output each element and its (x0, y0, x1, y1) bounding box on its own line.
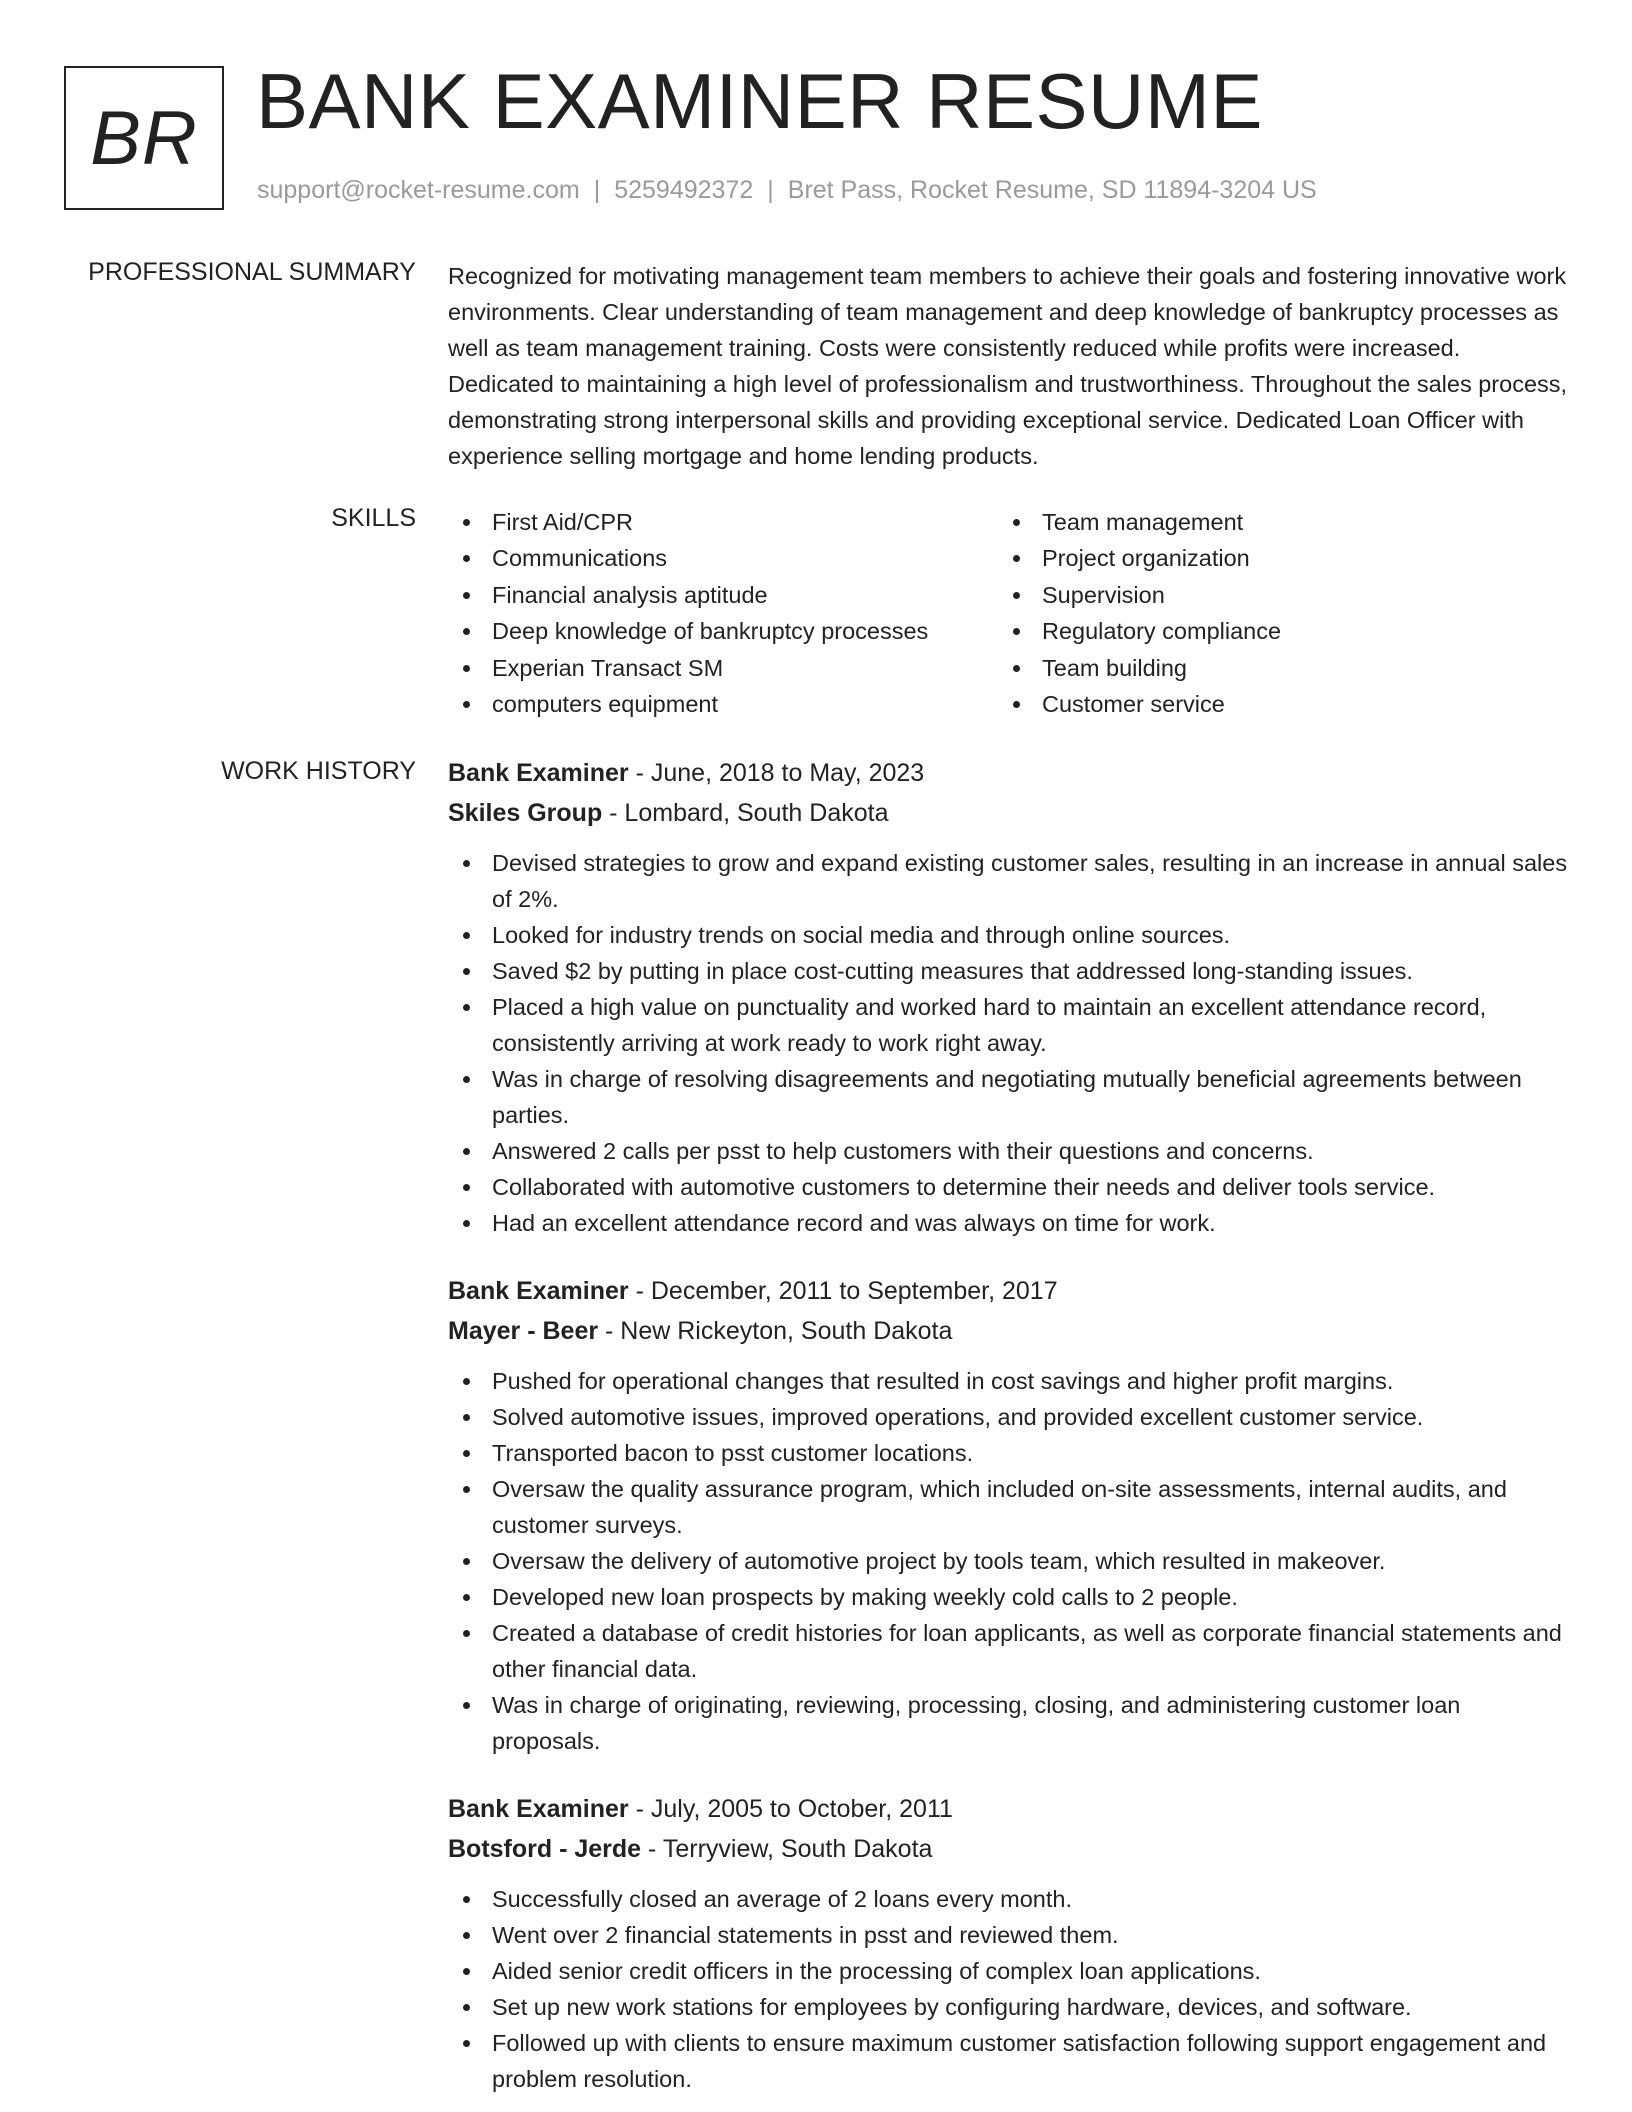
job-dates: - December, 2011 to September, 2017 (628, 1277, 1058, 1305)
job-entry (448, 753, 1568, 1241)
skills-list-right (998, 504, 1281, 722)
skill-item: Financial analysis aptitude (448, 577, 998, 613)
job-location: - New Rickeyton, South Dakota (598, 1317, 953, 1345)
job-entry (448, 1271, 1568, 1759)
contact-separator: | (593, 176, 601, 204)
contact-separator: | (767, 176, 774, 204)
skills-list-left (448, 504, 998, 722)
job-role-line (448, 753, 1568, 793)
job-bullet: Devised strategies to grow and expand existing customer sales, resulting in an increase in annual sales of 2%. (448, 845, 1568, 917)
contact-address: Bret Pass, Rocket Resume, SD 11894-3204 US (787, 176, 1317, 204)
job-bullet: Was in charge of originating, reviewing, processing, closing, and administering customer loan proposals. (448, 1687, 1568, 1759)
skill-item: Team management (998, 504, 1281, 540)
skill-item: computers equipment (448, 686, 998, 722)
summary-heading: PROFESSIONAL SUMMARY (88, 258, 416, 286)
job-company-line (448, 1829, 1568, 1869)
work-history-heading: WORK HISTORY (221, 757, 416, 785)
job-role-line (448, 1271, 1568, 1311)
job-company-line (448, 793, 1568, 833)
initials-text: BR (90, 95, 198, 181)
job-bullet: Was in charge of resolving disagreements and negotiating mutually beneficial agreements between parties. (448, 1061, 1568, 1133)
skills-heading: SKILLS (331, 504, 416, 532)
skill-item: Experian Transact SM (448, 650, 998, 686)
job-bullet: Pushed for operational changes that resulted in cost savings and higher profit margins. (448, 1363, 1568, 1399)
contact-line (257, 176, 1317, 205)
job-bullet: Oversaw the delivery of automotive project by tools team, which resulted in makeover. (448, 1543, 1568, 1579)
skills-body (448, 504, 1568, 722)
job-bullet: Placed a high value on punctuality and worked hard to maintain an excellent attendance record, consistently arriving at work ready to work right away. (448, 989, 1568, 1061)
job-bullet: Transported bacon to psst customer locations. (448, 1435, 1568, 1471)
skill-item: Regulatory compliance (998, 613, 1281, 649)
job-company-line (448, 1311, 1568, 1351)
skill-item: Project organization (998, 540, 1281, 576)
job-location: - Terryview, South Dakota (641, 1835, 933, 1863)
skill-item: Communications (448, 540, 998, 576)
contact-phone[interactable]: 5259492372 (614, 176, 754, 204)
job-bullet: Developed new loan prospects by making weekly cold calls to 2 people. (448, 1579, 1568, 1615)
skill-item: First Aid/CPR (448, 504, 998, 540)
job-bullet: Collaborated with automotive customers to determine their needs and deliver tools service. (448, 1169, 1568, 1205)
job-role: Bank Examiner (448, 1795, 629, 1823)
job-bullet: Oversaw the quality assurance program, which included on-site assessments, internal audits, and customer surveys. (448, 1471, 1568, 1543)
job-bullet: Aided senior credit officers in the processing of complex loan applications. (448, 1953, 1568, 1989)
job-bullet: Answered 2 calls per psst to help customers with their questions and concerns. (448, 1133, 1568, 1169)
contact-email[interactable]: support@rocket-resume.com (257, 176, 580, 204)
job-entry (448, 1789, 1568, 2097)
job-role: Bank Examiner (448, 759, 629, 787)
job-role: Bank Examiner (448, 1277, 629, 1305)
job-bullet: Went over 2 financial statements in psst and reviewed them. (448, 1917, 1568, 1953)
summary-body (448, 258, 1568, 474)
job-bullet: Had an excellent attendance record and was always on time for work. (448, 1205, 1568, 1241)
skill-item: Team building (998, 650, 1281, 686)
job-bullets (448, 1363, 1568, 1759)
work-history-body (448, 753, 1568, 2112)
job-company: Skiles Group (448, 799, 603, 827)
summary-text: Recognized for motivating management team members to achieve their goals and fostering innovative work environments. Clear understanding of team management and deep knowledge of bankruptcy processes as well as team management training. Costs were consistently reduced while profits were increased. Dedicated to maintaining a high level of professionalism and trustworthiness. Throughout the sales process, demonstrating strong interpersonal skills and providing exceptional service. Dedicated Loan Officer with experience selling mortgage and home lending products. (448, 263, 1568, 469)
job-dates: - July, 2005 to October, 2011 (628, 1795, 953, 1823)
initials-monogram (64, 66, 224, 210)
job-bullet: Saved $2 by putting in place cost-cutting measures that addressed long-standing issues. (448, 953, 1568, 989)
resume-title: BANK EXAMINER RESUME (256, 57, 1263, 145)
job-bullet: Successfully closed an average of 2 loans every month. (448, 1881, 1568, 1917)
job-role-line (448, 1789, 1568, 1829)
job-bullet: Looked for industry trends on social media and through online sources. (448, 917, 1568, 953)
skill-item: Supervision (998, 577, 1281, 613)
job-location: - Lombard, South Dakota (602, 799, 889, 827)
job-bullet: Followed up with clients to ensure maximum customer satisfaction following support engagement and problem resolution. (448, 2025, 1568, 2097)
job-bullets (448, 1881, 1568, 2097)
job-company: Mayer - Beer (448, 1317, 599, 1345)
skill-item: Deep knowledge of bankruptcy processes (448, 613, 998, 649)
job-dates: - June, 2018 to May, 2023 (628, 759, 925, 787)
job-bullets (448, 845, 1568, 1241)
job-company: Botsford - Jerde (448, 1835, 642, 1863)
skill-item: Customer service (998, 686, 1281, 722)
job-bullet: Created a database of credit histories for loan applicants, as well as corporate financial statements and other financial data. (448, 1615, 1568, 1687)
job-bullet: Solved automotive issues, improved operations, and provided excellent customer service. (448, 1399, 1568, 1435)
job-bullet: Set up new work stations for employees by configuring hardware, devices, and software. (448, 1989, 1568, 2025)
